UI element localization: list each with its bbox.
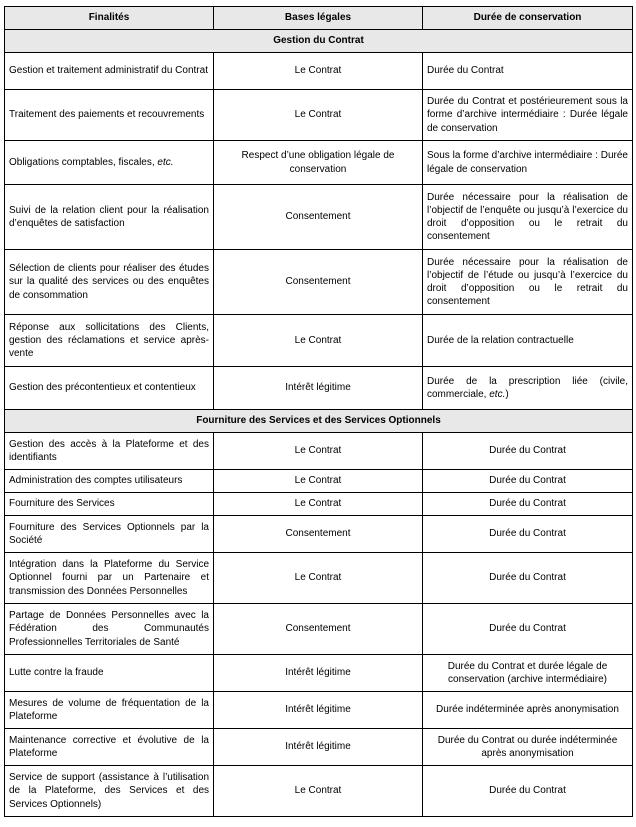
- header-legal-basis: Bases légales: [214, 7, 423, 30]
- cell-legal-basis: Consentement: [214, 250, 423, 315]
- table-row: [5, 766, 633, 817]
- cell-retention: [423, 367, 633, 410]
- cell-legal-basis: Le Contrat: [214, 53, 423, 90]
- cell-retention-tail: ): [505, 389, 509, 400]
- section-row: [5, 410, 633, 433]
- cell-purpose: Fourniture des Services Optionnels par la Société: [5, 516, 214, 553]
- cell-retention: Durée du Contrat: [423, 604, 633, 655]
- table-row: [5, 185, 633, 250]
- table-row: [5, 367, 633, 410]
- cell-purpose: Partage de Données Personnelles avec la Fédération des Communautés Professionnelles Territoriales de Santé: [5, 604, 214, 655]
- table-row: [5, 493, 633, 516]
- cell-purpose: Intégration dans la Plateforme du Service Optionnel fourni par un Partenaire et transmission des Données Personnelles: [5, 553, 214, 604]
- cell-retention: Durée du Contrat: [423, 493, 633, 516]
- cell-legal-basis: Intérêt légitime: [214, 367, 423, 410]
- header-purpose: Finalités: [5, 7, 214, 30]
- cell-purpose: Sélection de clients pour réaliser des études sur la qualité des services ou des enquêtes de consommation: [5, 250, 214, 315]
- cell-legal-basis: Le Contrat: [214, 90, 423, 141]
- cell-retention: Durée nécessaire pour la réalisation de l’objectif de l’enquête ou jusqu’à l’exercice du droit d’opposition ou le retrait du consentement: [423, 185, 633, 250]
- cell-retention: Durée nécessaire pour la réalisation de l’objectif de l’étude ou jusqu’à l’exercice du droit d’opposition ou le retrait du consentement: [423, 250, 633, 315]
- cell-legal-basis: Consentement: [214, 185, 423, 250]
- cell-retention: Durée du Contrat: [423, 553, 633, 604]
- cell-retention: Durée du Contrat: [423, 470, 633, 493]
- table-row: [5, 729, 633, 766]
- section-title-services: Fourniture des Services et des Services Optionnels: [5, 410, 633, 433]
- cell-purpose: Réponse aux sollicitations des Clients, gestion des réclamations et service après-vente: [5, 315, 214, 367]
- table-row: [5, 553, 633, 604]
- cell-retention: Durée indéterminée après anonymisation: [423, 692, 633, 729]
- table-row: [5, 470, 633, 493]
- table-row: [5, 90, 633, 141]
- cell-legal-basis: Le Contrat: [214, 470, 423, 493]
- cell-purpose: Service de support (assistance à l’utilisation de la Plateforme, des Services et des Services Optionnels): [5, 766, 214, 817]
- table-row: [5, 692, 633, 729]
- cell-purpose-etc: etc.: [157, 156, 174, 168]
- cell-purpose: Traitement des paiements et recouvrements: [5, 90, 214, 141]
- data-processing-table: [4, 6, 633, 817]
- cell-retention: Durée du Contrat: [423, 53, 633, 90]
- cell-retention: Durée de la relation contractuelle: [423, 315, 633, 367]
- cell-purpose: Gestion et traitement administratif du Contrat: [5, 53, 214, 90]
- cell-legal-basis: Le Contrat: [214, 433, 423, 470]
- cell-purpose: [5, 141, 214, 185]
- cell-retention: Durée du Contrat ou durée indéterminée après anonymisation: [423, 729, 633, 766]
- cell-legal-basis: Intérêt légitime: [214, 655, 423, 692]
- cell-legal-basis: Intérêt légitime: [214, 692, 423, 729]
- table-row: [5, 250, 633, 315]
- cell-purpose: Fourniture des Services: [5, 493, 214, 516]
- section-row: [5, 30, 633, 53]
- table-row: [5, 604, 633, 655]
- cell-legal-basis: Le Contrat: [214, 493, 423, 516]
- cell-purpose: Lutte contre la fraude: [5, 655, 214, 692]
- cell-retention: Durée du Contrat et postérieurement sous la forme d’archive intermédiaire : Durée légale de conservation: [423, 90, 633, 141]
- cell-purpose: Gestion des accès à la Plateforme et des identifiants: [5, 433, 214, 470]
- cell-legal-basis: Intérêt légitime: [214, 729, 423, 766]
- table-row: [5, 53, 633, 90]
- cell-retention: Durée du Contrat et durée légale de conservation (archive intermédiaire): [423, 655, 633, 692]
- cell-legal-basis: Le Contrat: [214, 766, 423, 817]
- cell-legal-basis: Le Contrat: [214, 315, 423, 367]
- table-row: [5, 655, 633, 692]
- cell-retention-text: Durée de la prescription liée (civile, commerciale,: [427, 375, 628, 400]
- table-row: [5, 516, 633, 553]
- section-title-contract: Gestion du Contrat: [5, 30, 633, 53]
- cell-purpose: Maintenance corrective et évolutive de la Plateforme: [5, 729, 214, 766]
- cell-legal-basis: Le Contrat: [214, 553, 423, 604]
- table-row: [5, 315, 633, 367]
- cell-legal-basis: Respect d’une obligation légale de conservation: [214, 141, 423, 185]
- cell-legal-basis: Consentement: [214, 604, 423, 655]
- table-row: [5, 141, 633, 185]
- table-row: [5, 433, 633, 470]
- cell-purpose: Administration des comptes utilisateurs: [5, 470, 214, 493]
- header-retention: Durée de conservation: [423, 7, 633, 30]
- cell-purpose-text: Obligations comptables, fiscales,: [9, 156, 158, 168]
- cell-retention: Durée du Contrat: [423, 516, 633, 553]
- cell-retention: Sous la forme d’archive intermédiaire : Durée légale de conservation: [423, 141, 633, 185]
- cell-retention: Durée du Contrat: [423, 766, 633, 817]
- cell-purpose: Gestion des précontentieux et contentieux: [5, 367, 214, 410]
- cell-retention: Durée du Contrat: [423, 433, 633, 470]
- cell-purpose: Suivi de la relation client pour la réalisation d’enquêtes de satisfaction: [5, 185, 214, 250]
- cell-retention-etc: etc.: [489, 389, 506, 400]
- table-header-row: [5, 7, 633, 30]
- cell-legal-basis: Consentement: [214, 516, 423, 553]
- cell-purpose: Mesures de volume de fréquentation de la Plateforme: [5, 692, 214, 729]
